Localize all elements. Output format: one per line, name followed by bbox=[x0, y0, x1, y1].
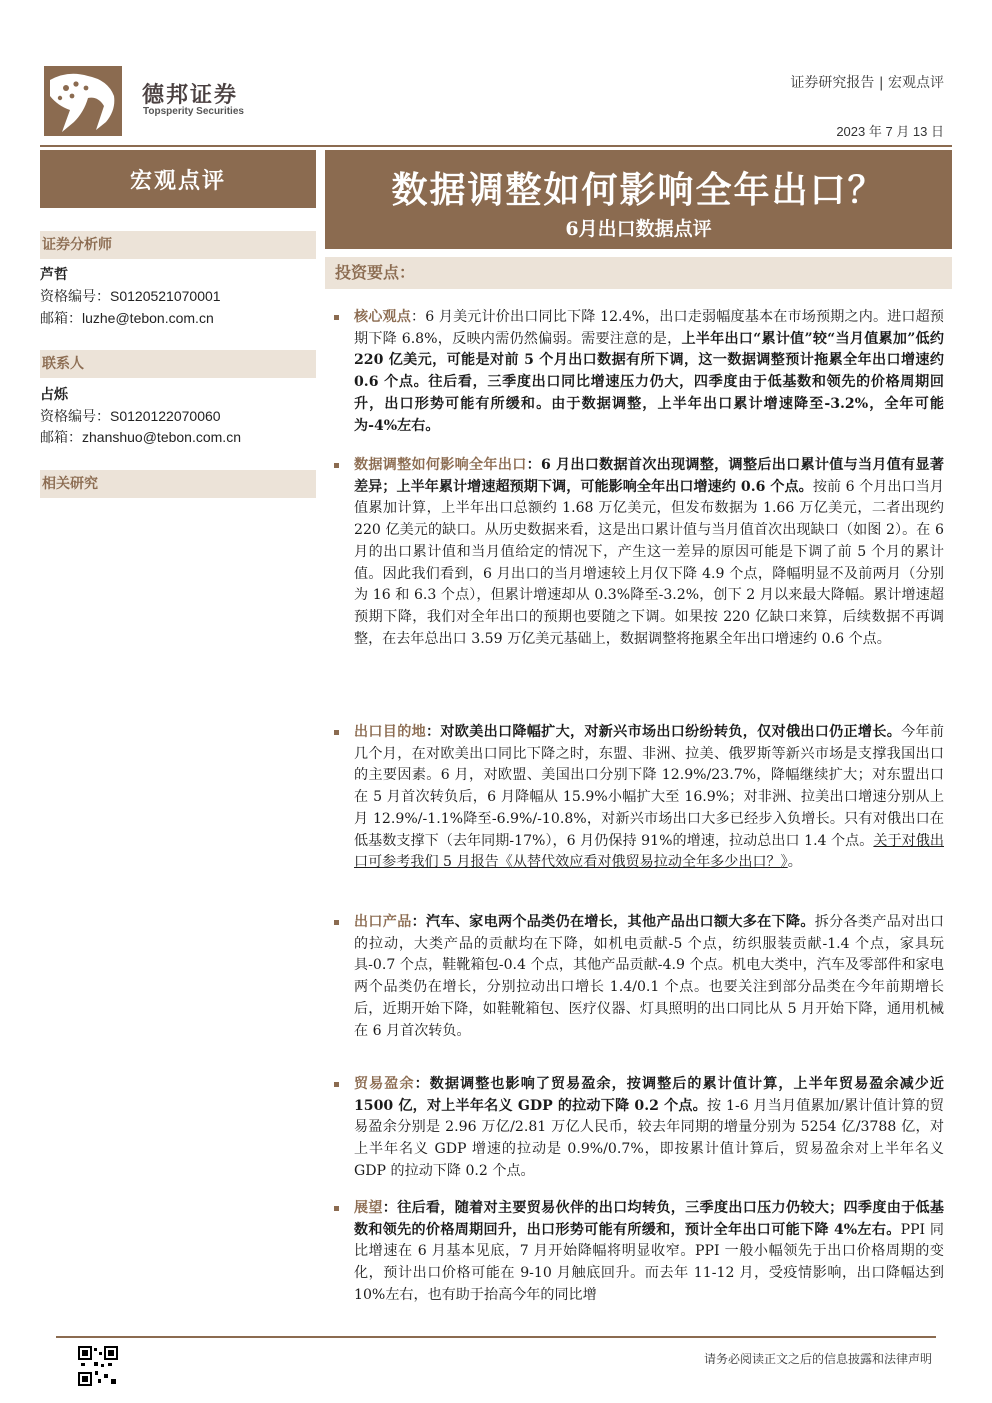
paragraph-keyword: 展望 bbox=[354, 1200, 383, 1216]
category-label: 宏观点评 bbox=[129, 167, 226, 194]
report-title: 数据调整如何影响全年出口？ bbox=[391, 170, 886, 211]
paragraph-text: 。 bbox=[787, 854, 802, 871]
paragraph-body bbox=[354, 912, 944, 1042]
paragraph-body bbox=[354, 455, 944, 650]
paragraph-core-view bbox=[334, 307, 944, 437]
brand-name-en: Topsperity Securities bbox=[143, 106, 244, 117]
paragraph-keyword: 出口产品 bbox=[354, 914, 412, 930]
paragraph-text: ：6 月美元计价出口同比下降 12.4%，出口走弱幅度基本在市场预期之内。进口超预期下降 6.8%，反映内需仍然偏弱。需要注意的是， bbox=[354, 309, 945, 347]
paragraph-trade-surplus bbox=[334, 1074, 944, 1183]
paragraph-outlook bbox=[334, 1198, 944, 1307]
bullet-icon bbox=[334, 315, 339, 320]
paragraph-export-products bbox=[334, 912, 944, 1042]
paragraph-text: 上半年出口“累计值”较“当月值累加”低约 220 亿美元，可能是对前 5 个月出口数据有所下调，这一数据调整预计拖累全年出口增速约 0.6 个点。往后看，三季度出口同比增速压力仍大，四季度由于低基数和领先的价格周期回升，出口形势可能有所缓和。由于数据调整，上半年出口累计增速降至-3.2%，全年可能为-4%左右。 bbox=[354, 330, 944, 434]
paragraph-text: 今年前几个月，在对欧美出口同比下降之时，东盟、非洲、拉美、俄罗斯等新兴市场是支撑我国出口的主要因素。6 月，对欧盟、美国出口分别下降 12.9%/23.7%，降幅继续扩大；对东盟出口在 5 月首次转负后，6 月降幅从 15.9%小幅扩大至 16.9%；对非洲、拉美出口增速分别从上月 12.9%/-1.1%降至-6.9%/-10.8%，对新兴市场出口大多已经步入负增长。只有对俄出口在低基数支撑下（去年同期-17%），6 月仍保持 91%的增速，拉动总出口 1.4 个点。 bbox=[354, 724, 945, 849]
paragraph-body bbox=[354, 307, 944, 437]
header-divider bbox=[40, 145, 952, 147]
related-research-heading: 相关研究 bbox=[40, 470, 316, 498]
contact-name: 占烁 bbox=[40, 387, 68, 403]
paragraph-text: ：对欧美出口降幅扩大，对新兴市场出口纷纷转负，仅对俄出口仍正增长。 bbox=[426, 724, 902, 740]
paragraph-body bbox=[354, 1198, 944, 1307]
title-banner bbox=[325, 150, 952, 249]
report-subtitle: 6月出口数据点评 bbox=[565, 218, 712, 240]
analyst-name: 芦哲 bbox=[40, 267, 68, 283]
analyst-cert: 资格编号：S0120521070001 bbox=[40, 288, 221, 304]
paragraph-keyword: 贸易盈余 bbox=[354, 1076, 415, 1092]
paragraph-keyword: 数据调整如何影响全年出口 bbox=[354, 457, 527, 473]
document-type: 证券研究报告 | 宏观点评 bbox=[790, 75, 944, 91]
bullet-icon bbox=[334, 463, 339, 468]
report-date: 2023 年 7 月 13 日 bbox=[836, 124, 944, 139]
analyst-heading: 证券分析师 bbox=[40, 231, 316, 259]
bullet-icon bbox=[334, 1206, 339, 1211]
brand-name-cn: 德邦证券 bbox=[142, 83, 239, 108]
category-banner bbox=[40, 150, 316, 208]
bullet-icon bbox=[334, 920, 339, 925]
paragraph-text: 拆分各类产品对出口的拉动，大类产品的贡献均在下降，如机电贡献-5 个点，纺织服装贡献-1.4 个点，家具玩具-0.7 个点，鞋靴箱包-0.4 个点，其他产品贡献-4.9 个点。机电大类中，汽车及零部件和家电两个品类仍在增长，分别拉动出口增长 1.4/0.1 个点。也要关注到部分品类在今年前期增长后，近期开始下降，如鞋靴箱包、医疗仪器、灯具照明的出口同比从 5 月开始下降，通用机械在 6 月首次转负。 bbox=[354, 914, 945, 1039]
bullet-icon bbox=[334, 730, 339, 735]
contact-heading: 联系人 bbox=[40, 350, 316, 378]
paragraph-data-adjustment bbox=[334, 455, 944, 650]
analyst-email[interactable]: 邮箱：luzhe@tebon.com.cn bbox=[40, 310, 214, 326]
contact-email[interactable]: 邮箱：zhanshuo@tebon.com.cn bbox=[40, 429, 241, 445]
contact-cert: 资格编号：S0120122070060 bbox=[40, 408, 221, 424]
paragraph-text: PPI 同比增速在 6 月基本见底，7 月开始降幅将明显收窄。PPI 一般小幅领先于出口价格周期的变化，预计出口价格可能在 9-10 月触底回升。而去年 11-12 月，受疫情影响，出口降幅达到 10%左右，也有助于抬高今年的同比增 bbox=[354, 1221, 944, 1303]
paragraph-text: ：数据调整也影响了贸易盈余，按调整后的累计值计算，上半年贸易盈余减少近 1500 亿，对上半年名义 GDP 的拉动下降 0.2 个点。 bbox=[354, 1076, 944, 1114]
paragraph-text: ：6 月出口数据首次出现调整，调整后出口累计值与当月值有显著差异；上半年累计增速超预期下调，可能影响全年出口增速约 0.6 个点。 bbox=[354, 457, 945, 495]
report-reference-link[interactable]: 关于对俄出口可参考我们 5 月报告《从替代效应看对俄贸易拉动全年多少出口？》 bbox=[354, 832, 944, 871]
paragraph-export-destination bbox=[334, 722, 944, 874]
qr-code-icon bbox=[78, 1346, 118, 1386]
paragraph-text: ：汽车、家电两个品类仍在增长，其他产品出口额大多在下降。 bbox=[411, 914, 815, 930]
footer-divider bbox=[56, 1336, 936, 1338]
paragraph-text: ：往后看，随着对主要贸易伙伴的出口均转负，三季度出口压力仍较大；四季度由于低基数和领先的价格周期回升，出口形势可能有所缓和，预计全年出口可能下降 4%左右。 bbox=[354, 1200, 944, 1238]
disclaimer-note: 请务必阅读正文之后的信息披露和法律声明 bbox=[703, 1352, 932, 1366]
paragraph-text: 按 1-6 月当月值累加/累计值计算的贸易盈余分别是 2.96 万亿/2.81 万亿人民币，较去年同期的增量分别为 5254 亿/3788 亿，对上半年名义 GDP 增速的拉动是 0.9%/0.7%，即按累计值计算后，贸易盈余对上半年名义 GDP 的拉动下降 0.2 个点。 bbox=[354, 1097, 945, 1179]
section-heading: 投资要点： bbox=[325, 257, 952, 289]
bullet-icon bbox=[334, 1082, 339, 1087]
company-logo bbox=[44, 66, 122, 136]
paragraph-keyword: 出口目的地 bbox=[354, 724, 426, 740]
paragraph-keyword: 核心观点 bbox=[354, 309, 411, 325]
paragraph-text: 按前 6 个月出口当月值累加计算，上半年出口总额约 1.68 万亿美元，但发布数据为 1.66 万亿美元，二者出现约 220 亿美元的缺口。从历史数据来看，这是出口累计值与当月值首次出现缺口（如图 2）。在 6 月的出口累计值和当月值给定的情况下，产生这一差异的原因可能是下调了前 5 个月的累计值。因此我们看到，6 月出口的当月增速较上月仅下降 4.9 个点，降幅明显不及前两月（分别为 16 和 6.3 个点），但累计增速却从 0.3%降至-3.2%，创下 2 月以来最大降幅。累计增速超预期下降，我们对全年出口的预期也要随之下调。如果按 220 亿缺口来算，后续数据不再调整，在去年总出口 3.59 万亿美元基础上，数据调整将拖累全年出口增速约 0.6 个点。 bbox=[354, 478, 944, 647]
paragraph-body bbox=[354, 1074, 944, 1183]
paragraph-body bbox=[354, 722, 944, 874]
